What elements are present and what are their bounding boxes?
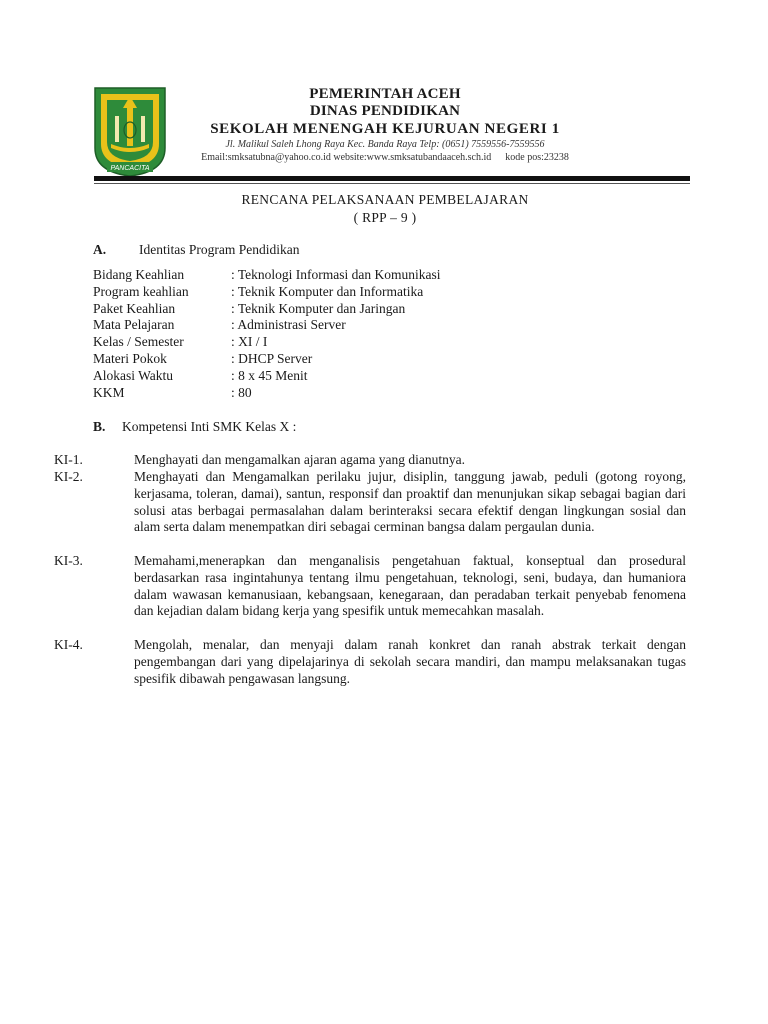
ki-number: KI-4. (54, 637, 83, 652)
identity-value: : DHCP Server (231, 350, 313, 366)
identity-row (93, 368, 441, 385)
section-a-letter: A. (93, 242, 107, 257)
identity-label: Alokasi Waktu (93, 367, 174, 383)
identity-value: : Teknik Komputer dan Jaringan (231, 300, 406, 316)
ki-item-4 (54, 637, 686, 687)
ki-item-1 (54, 452, 686, 469)
identity-value: : Teknologi Informasi dan Komunikasi (231, 267, 441, 282)
ki-item-2 (54, 469, 686, 536)
identity-label: Paket Keahlian (93, 300, 176, 316)
identity-row (93, 385, 441, 402)
ki-number: KI-2. (54, 469, 83, 484)
identity-label: Program keahlian (93, 283, 189, 299)
identity-value: : Teknik Komputer dan Informatika (231, 283, 424, 299)
identity-label: KKM (93, 384, 125, 400)
letterhead (160, 86, 610, 164)
section-b-title: Kompetensi Inti SMK Kelas X : (122, 419, 297, 434)
identity-list (93, 267, 441, 401)
postal-code: kode pos:23238 (505, 152, 569, 163)
identity-label: Kelas / Semester (93, 334, 184, 350)
section-b-letter: B. (93, 419, 106, 434)
ki-text: Mengolah, menalar, dan menyaji dalam ranah konkret dan ranah abstrak terkait dengan pengembangan dari yang dipelajarinya di sekolah secara mandiri, dan mampu melaksanakan tugas spesifik dibawah pengawasan langsung. (134, 637, 686, 686)
ki-item-3 (54, 553, 686, 620)
ki-text: Menghayati dan mengamalkan ajaran agama yang dianutnya. (134, 452, 465, 467)
identity-value: : 80 (231, 384, 252, 400)
agency-name: DINAS PENDIDIKAN (309, 103, 461, 119)
logo-pancacita-text: PANCACITA (110, 165, 150, 172)
identity-value: : 8 x 45 Menit (231, 367, 308, 383)
email-website: Email:smksatubna@yahoo.co.id website:www.smksatubandaaceh.sch.id (201, 152, 492, 163)
school-name: SEKOLAH MENENGAH KEJURUAN NEGERI 1 (210, 121, 560, 137)
identity-row (93, 334, 441, 351)
identity-row (93, 301, 441, 318)
identity-label: Mata Pelajaran (93, 317, 175, 333)
ki-text: Memahami,menerapkan dan menganalisis pengetahuan faktual, konseptual dan prosedural berdasarkan rasa ingintahunya tentang ilmu pengetahuan, teknologi, seni, budaya, dan humaniora dalam wawasan kemanusiaan, kebangsaan, kenegaraan, dan peradaban terkait penyebab fenomena dan kejadian dalam bidang kerja yang spesifik untuk memecahkan masalah. (134, 553, 686, 619)
ki-number: KI-1. (54, 452, 83, 467)
section-b-heading (93, 419, 296, 435)
school-address: Jl. Malikul Saleh Lhong Raya Kec. Banda Raya Telp: (0651) 7559556-7559556 (225, 139, 545, 150)
document-title: RENCANA PELAKSANAAN PEMBELAJARAN (241, 192, 529, 207)
identity-value: : Administrasi Server (231, 317, 346, 333)
header-rule-thin (94, 183, 690, 184)
document-subtitle: ( RPP – 9 ) (353, 210, 417, 225)
identity-row (93, 284, 441, 301)
section-a-title: Identitas Program Pendidikan (139, 242, 300, 257)
govt-name: PEMERINTAH ACEH (309, 86, 461, 102)
aceh-emblem-logo (93, 86, 167, 178)
identity-row (93, 267, 441, 284)
header-rule-thick (94, 176, 690, 181)
school-contact (160, 151, 610, 164)
ki-text: Menghayati dan Mengamalkan perilaku jujur, disiplin, tanggung jawab, peduli (gotong royong, kerjasama, toleran, damai), santun, responsif dan proaktif dan menunjukan sikap sebagai bagian dari solusi atas berbagai permasalahan dalam berinteraksi secara efektif dengan lingkungan sosial dan alam serta dalam menempatkan diri sebagai cerminan bangsa dalam pergaulan dunia. (134, 469, 686, 535)
identity-row (93, 317, 441, 334)
identity-label: Materi Pokok (93, 350, 167, 366)
identity-row (93, 351, 441, 368)
identity-label: Bidang Keahlian (93, 267, 185, 282)
section-a-heading (93, 242, 299, 258)
identity-value: : XI / I (231, 334, 268, 350)
ki-number: KI-3. (54, 553, 83, 568)
